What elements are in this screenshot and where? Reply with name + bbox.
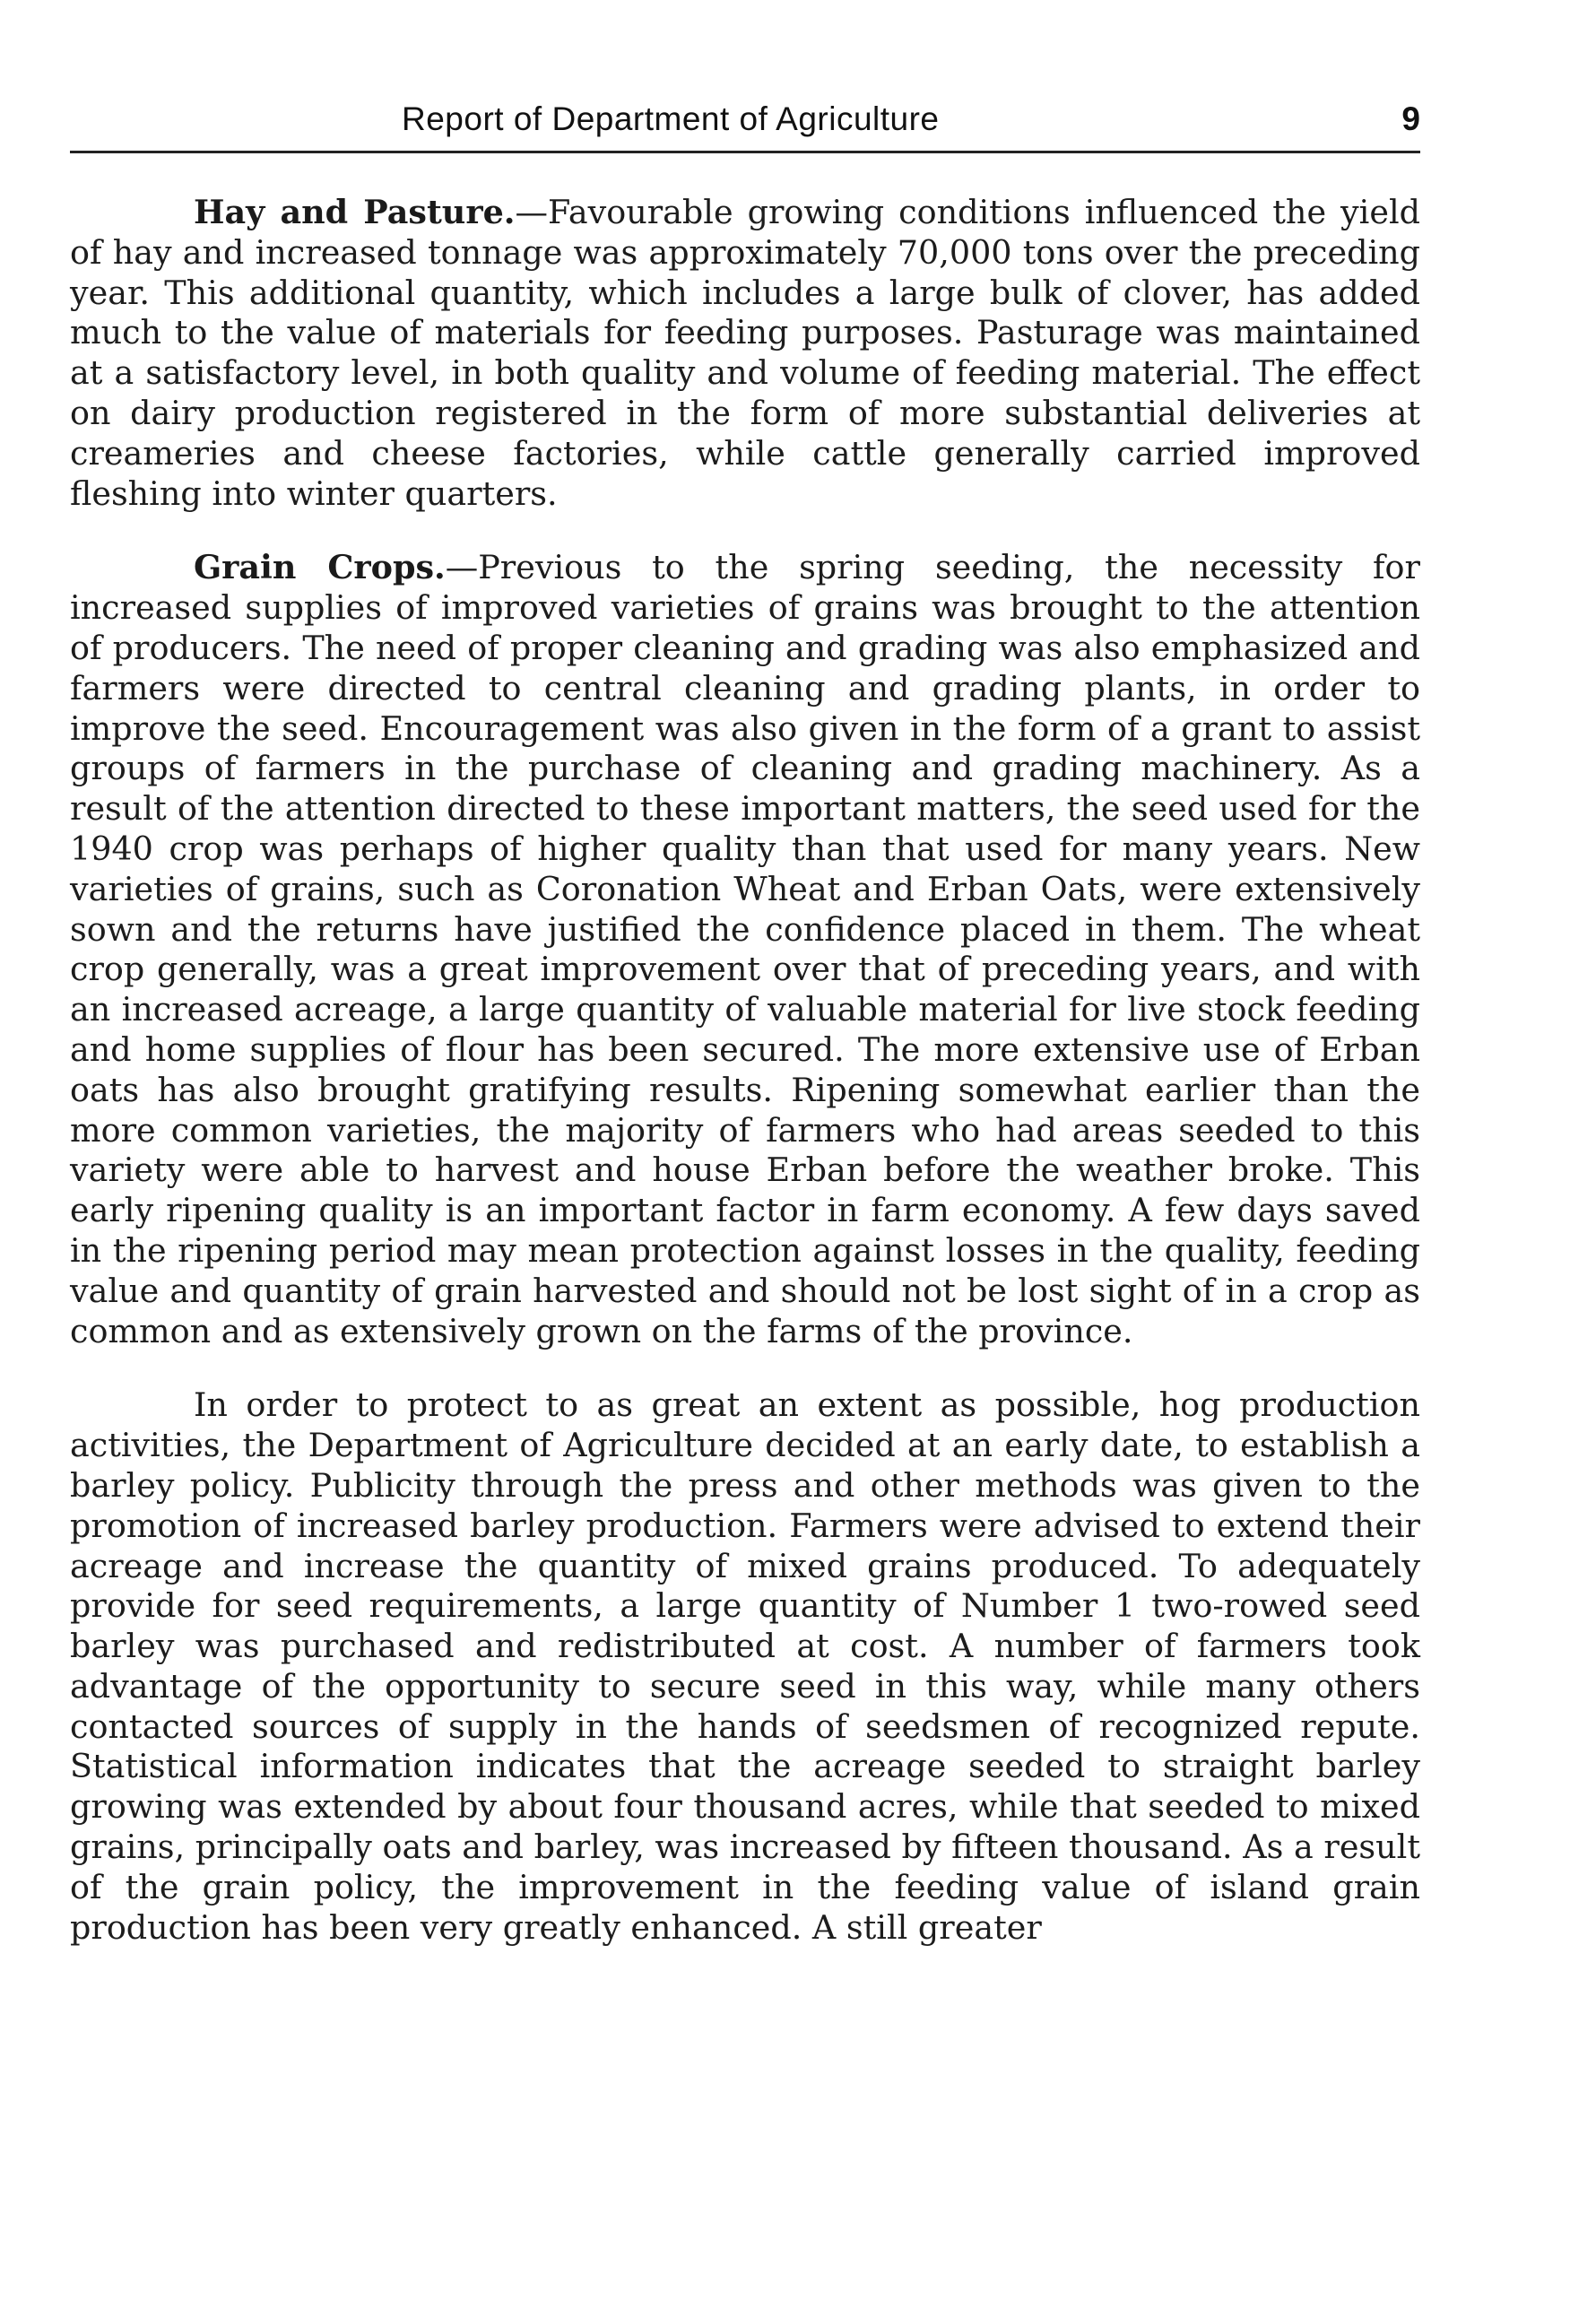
paragraph-hay-and-pasture [70, 193, 1420, 514]
paragraph-text: —Favourable growing conditions influenced the yield of hay and increased tonnage was approximately 70,000 tons over the preceding year. This additional quantity, which includes a large bulk of clover, has added much to the value of materials for feeding purposes. Pasturage was maintained at a satisfactory level, in both quality and volume of feeding material. The effect on dairy production registered in the form of more substantial deliveries at creameries and cheese factories, while cattle generally carried improved fleshing into winter quarters. [70, 193, 1420, 513]
running-header [70, 100, 1420, 154]
paragraph-text: In order to protect to as great an extent as possible, hog production activities, the Department of Agriculture decided at an early date, to establish a barley policy. Publicity through the press and other methods was given to the promotion of increased barley production. Farmers were advised to extend their acreage and increase the quantity of mixed grains produced. To adequately provide for seed requirements, a large quantity of Number 1 two-rowed seed barley was purchased and redistributed at cost. A number of farmers took advantage of the opportunity to secure seed in this way, while many others contacted sources of supply in the hands of seedsmen of recognized repute. Statistical information indicates that the acreage seeded to straight barley growing was extended by about four thousand acres, while that seeded to mixed grains, principally oats and barley, was increased by fifteen thousand. As a result of the grain policy, the improvement in the feeding value of island grain production has been very greatly enhanced. A still greater [70, 1385, 1420, 1947]
body-text [70, 193, 1420, 1982]
run-in-heading: Grain Crops. [194, 548, 446, 587]
paragraph-barley-policy [70, 1385, 1420, 1948]
header-rule [70, 151, 1420, 153]
page-number: 9 [1401, 100, 1420, 137]
header-title: Report of Department of Agriculture [402, 100, 940, 137]
paragraph-grain-crops [70, 548, 1420, 1351]
paragraph-text: —Previous to the spring seeding, the necessity for increased supplies of improved varieties of grains was brought to the attention of producers. The need of proper cleaning and grading was also emphasized and farmers were directed to central cleaning and grading plants, in order to improve the seed. Encouragement was also given in the form of a grant to assist groups of farmers in the purchase of cleaning and grading machinery. As a result of the attention directed to these important matters, the seed used for the 1940 crop was perhaps of higher quality than that used for many years. New varieties of grains, such as Coronation Wheat and Erban Oats, were extensively sown and the returns have justified the confidence placed in them. The wheat crop generally, was a great improvement over that of preceding years, and with an increased acreage, a large quantity of valuable material for live stock feeding and home supplies of flour has been secured. The more extensive use of Erban oats has also brought gratifying results. Ripening somewhat earlier than the more common varieties, the majority of farmers who had areas seeded to this variety were able to harvest and house Erban before the weather broke. This early ripening quality is an important factor in farm economy. A few days saved in the ripening period may mean protection against losses in the quality, feeding value and quantity of grain harvested and should not be lost sight of in a crop as common and as extensively grown on the farms of the province. [70, 548, 1420, 1350]
run-in-heading: Hay and Pasture. [194, 193, 516, 231]
